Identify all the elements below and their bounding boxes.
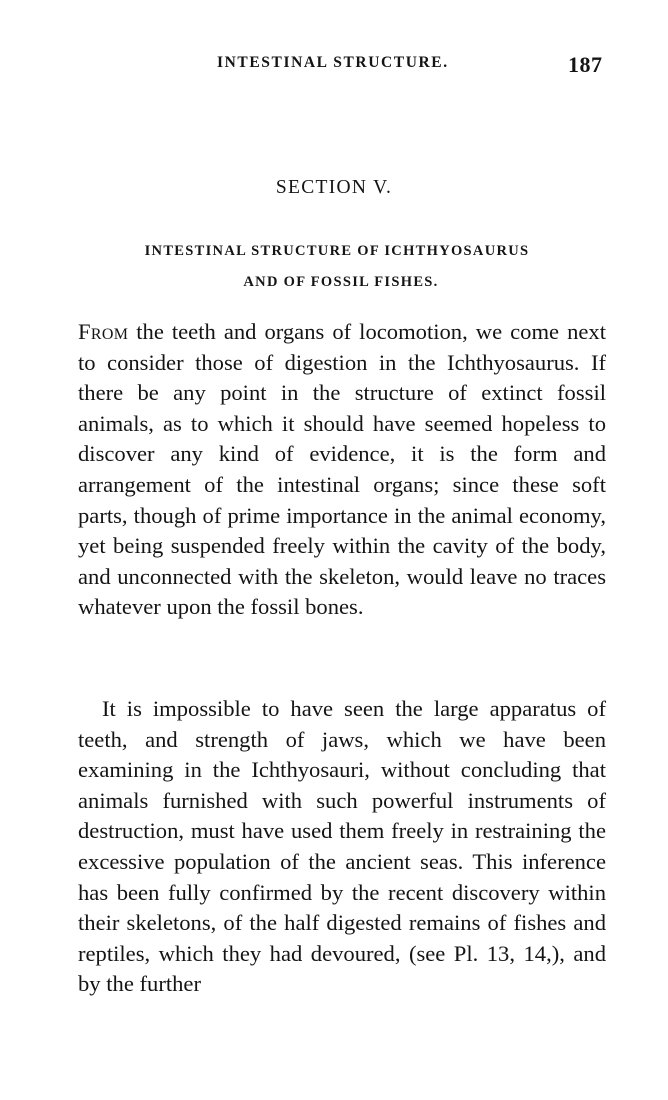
running-head: INTESTINAL STRUCTURE.: [217, 54, 449, 71]
paragraph-1: [78, 317, 606, 623]
paragraph-1-lead-word: From: [78, 319, 129, 344]
section-subtitle-line-1: INTESTINAL STRUCTURE OF ICHTHYOSAURUS: [144, 243, 530, 259]
paragraph-1-text: the teeth and organs of locomotion, we come next to consider those of digestion in the Ichthyosaurus. If there be any point in the structure of extinct fossil animals, as to which it should have seemed hopeless to discover any kind of evidence, it is the form and arrangement of the intestinal organs; since these soft parts, though of prime importance in the animal economy, yet being suspended freely within the cavity of the body, and unconnected with the skeleton, would leave no traces whatever upon the fossil bones.: [78, 319, 606, 620]
section-subtitle-line-2: AND OF FOSSIL FISHES.: [243, 274, 439, 290]
paragraph-2: It is impossible to have seen the large apparatus of teeth, and strength of jaws, which we have been examining in the Ichthyosauri, without concluding that animals furnished with such powerful instruments of destruction, must have used them freely in restraining the excessive population of the ancient seas. This inference has been fully confirmed by the recent discovery within their skeletons, of the half digested remains of fishes and reptiles, which they had devoured, (see Pl. 13, 14,), and by the further: [78, 696, 606, 997]
page-number: 187: [568, 52, 603, 77]
section-title: SECTION V.: [275, 177, 393, 198]
